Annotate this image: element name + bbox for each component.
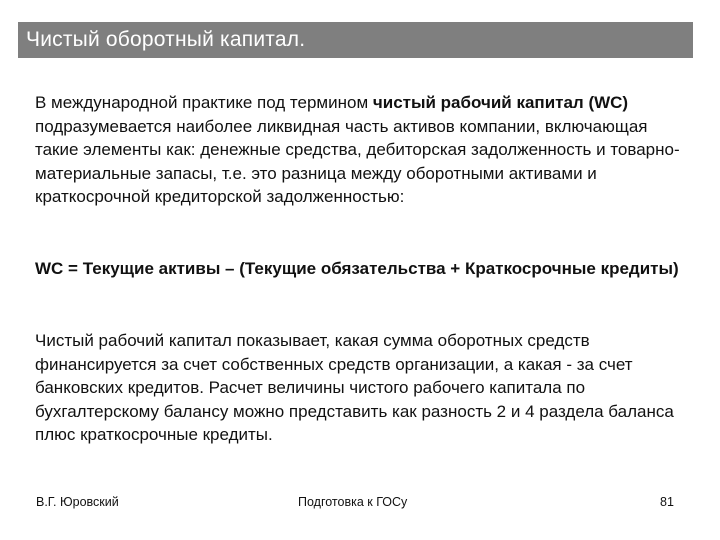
definition-bold-term: чистый рабочий капитал (WC) — [372, 93, 629, 112]
explanation-paragraph: Чистый рабочий капитал показывает, какая сумма оборотных средств финансируется за счет собственных средств организации, а какая - за счет банковских кредитов. Расчет величины чистого рабочего капитала по бухгалтерскому балансу можно представить как разность 2 и 4 раздела баланса плюс краткосрочные кредиты. — [35, 331, 674, 444]
definition-text-before: В международной практике под термином — [35, 93, 373, 112]
slide-title: Чистый оборотный капитал. — [26, 28, 306, 51]
footer-author: В.Г. Юровский — [36, 495, 119, 509]
definition-text-after: подразумевается наиболее ликвидная часть активов компании, включающая такие элементы как: денежные средства, дебиторская задолженность и товарно-материальные запасы, т.е. это разница между оборотными активами и краткосрочной кредиторской задолженностью: — [35, 116, 680, 206]
footer-course: Подготовка к ГОСу — [298, 495, 408, 509]
slide-title-bar — [18, 22, 693, 58]
formula: WC = Текущие активы – (Текущие обязательства + Краткосрочные кредиты) — [35, 259, 679, 278]
definition-paragraph — [35, 91, 690, 209]
footer-page-number: 81 — [660, 495, 674, 509]
